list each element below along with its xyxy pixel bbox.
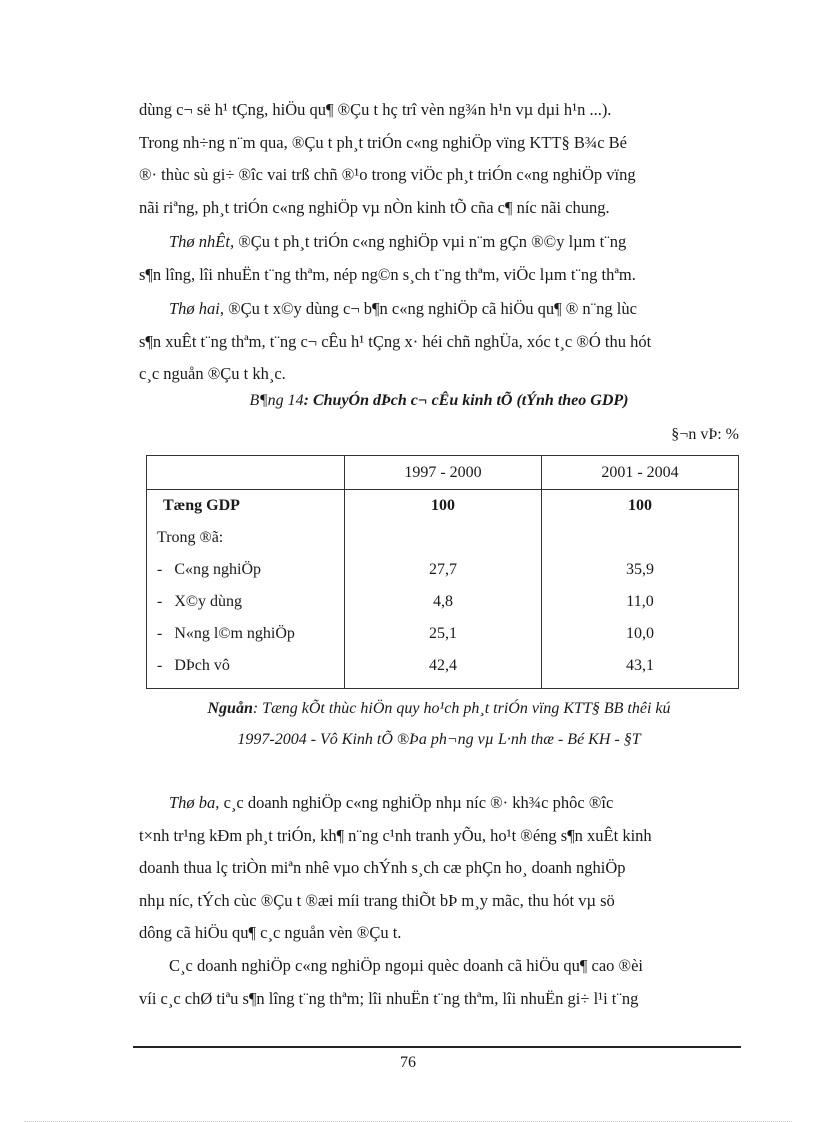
- cell-value: [345, 522, 542, 554]
- cell-value: 25,1: [345, 618, 542, 650]
- text-line: dùng c¬ së h¹ tÇng, hiÖu qu¶ ®Çu t hç trî vèn ng¾n h¹n vµ dµi h¹n ...).: [139, 100, 612, 119]
- text-line: nhµ níc, tÝch cùc ®Çu t ®æi míi trang thiÕt bÞ m¸y mãc, thu hót vµ sö: [139, 890, 615, 910]
- cell-value: [542, 522, 739, 554]
- text-line: nãi riªng, ph¸t triÓn c«ng nghiÖp vµ nÒn kinh tÕ cña c¶ níc nãi chung.: [139, 197, 610, 217]
- text-run: ®Çu t ph¸t triÓn c«ng nghiÖp vµi n¨m gÇn ®©y lµm t¨ng: [234, 232, 627, 251]
- cell-value: 100: [542, 490, 739, 523]
- table-row: [147, 586, 739, 618]
- column-header: [147, 456, 345, 490]
- lead-phrase: Thø ba,: [169, 793, 220, 812]
- lead-phrase: Thø hai,: [169, 299, 225, 318]
- text-run: ®Çu t x©y dùng c¬ b¶n c«ng nghiÖp cã hiÖu qu¶ ® n¨ng lùc: [224, 299, 637, 318]
- lead-phrase: Thø nhÊt,: [169, 232, 235, 251]
- column-header: 1997 - 2000: [345, 456, 542, 490]
- table-row: [147, 522, 739, 554]
- text-run: : Tæng kÕt thùc hiÖn quy ho¹ch ph¸t triÓn vïng KTT§ BB thêi kú: [252, 700, 671, 717]
- table-unit: §¬n vÞ: %: [671, 426, 739, 443]
- paragraph-intro: [139, 94, 739, 224]
- row-label: Trong ®ã:: [147, 522, 345, 554]
- caption-title: : ChuyÓn dÞch c¬ cÊu kinh tÕ (tÝnh theo GDP): [303, 392, 629, 409]
- gdp-structure-table: [146, 455, 739, 689]
- text-line: ®· thùc sù gi÷ ®îc vai trß chñ ®¹o trong viÖc ph¸t triÓn c«ng nghiÖp vïng: [139, 165, 636, 184]
- paragraph-second-point: [139, 293, 739, 391]
- paragraph-private-sector: [139, 950, 739, 1015]
- table-caption: [139, 392, 739, 410]
- row-label: - X©y dùng: [147, 586, 345, 618]
- text-line: víi c¸c chØ tiªu s¶n lîng t¨ng thªm; lîi nhuËn t¨ng thªm, lîi nhuËn gi÷ l¹i t¨ng: [139, 988, 639, 1008]
- table-header-row: [147, 456, 739, 490]
- paragraph-first-point: [139, 226, 739, 291]
- cell-value: 27,7: [345, 554, 542, 586]
- table-row: [147, 618, 739, 650]
- text-line: t×nh tr¹ng kÐm ph¸t triÓn, kh¶ n¨ng c¹nh tranh yÕu, ho¹t ®éng s¶n xuÊt kinh: [139, 825, 652, 845]
- text-line: doanh thua lç triÒn miªn nhê vµo chÝnh s¸ch cæ phÇn ho¸ doanh nghiÖp: [139, 858, 626, 877]
- row-label: - C«ng nghiÖp: [147, 554, 345, 586]
- row-label: Tæng GDP: [147, 490, 345, 523]
- text-line: [139, 293, 739, 326]
- footer-rule: [133, 1046, 741, 1048]
- text-line: [139, 787, 739, 820]
- cell-value: 35,9: [542, 554, 739, 586]
- row-label: - N«ng l©m nghiÖp: [147, 618, 345, 650]
- text-line: [139, 226, 739, 259]
- text-line: c¸c nguån ®Çu t kh¸c.: [139, 364, 286, 383]
- paragraph-third-point: [139, 787, 739, 950]
- cell-value: 4,8: [345, 586, 542, 618]
- source-label: Nguån: [207, 700, 253, 717]
- source-line: [139, 693, 739, 724]
- table-row: [147, 554, 739, 586]
- cell-value: 42,4: [345, 650, 542, 689]
- table-source-note: [139, 693, 739, 755]
- table-row: [147, 650, 739, 689]
- text-line: C¸c doanh nghiÖp c«ng nghiÖp ngoµi quèc doanh cã hiÖu qu¶ cao ®èi: [169, 956, 643, 975]
- cell-value: 10,0: [542, 618, 739, 650]
- table-row: [147, 490, 739, 523]
- source-line: 1997-2004 - Vô Kinh tÕ ®Þa ph¬ng vµ L·nh thæ - Bé KH - §T: [237, 731, 641, 748]
- page-number: 76: [400, 1054, 416, 1071]
- caption-prefix: B¶ng 14: [249, 392, 304, 409]
- cell-value: 100: [345, 490, 542, 523]
- cell-value: 43,1: [542, 650, 739, 689]
- text-run: c¸c doanh nghiÖp c«ng nghiÖp nhµ níc ®· kh¾c phôc ®îc: [219, 793, 614, 812]
- text-line: s¶n xuÊt t¨ng thªm, t¨ng c¬ cÊu h¹ tÇng x· héi chñ nghÜa, xóc t¸c ®Ó thu hót: [139, 331, 652, 351]
- page-edge-divider: [24, 1121, 792, 1122]
- text-line: Trong nh÷ng n¨m qua, ®Çu t ph¸t triÓn c«ng nghiÖp vïng KTT§ B¾c Bé: [139, 132, 627, 152]
- text-line: dông cã hiÖu qu¶ c¸c nguån vèn ®Çu t.: [139, 923, 402, 942]
- row-label: - DÞch vô: [147, 650, 345, 689]
- cell-value: 11,0: [542, 586, 739, 618]
- text-line: s¶n lîng, lîi nhuËn t¨ng thªm, nép ng©n s¸ch t¨ng thªm, viÖc lµm t¨ng thªm.: [139, 264, 636, 284]
- column-header: 2001 - 2004: [542, 456, 739, 490]
